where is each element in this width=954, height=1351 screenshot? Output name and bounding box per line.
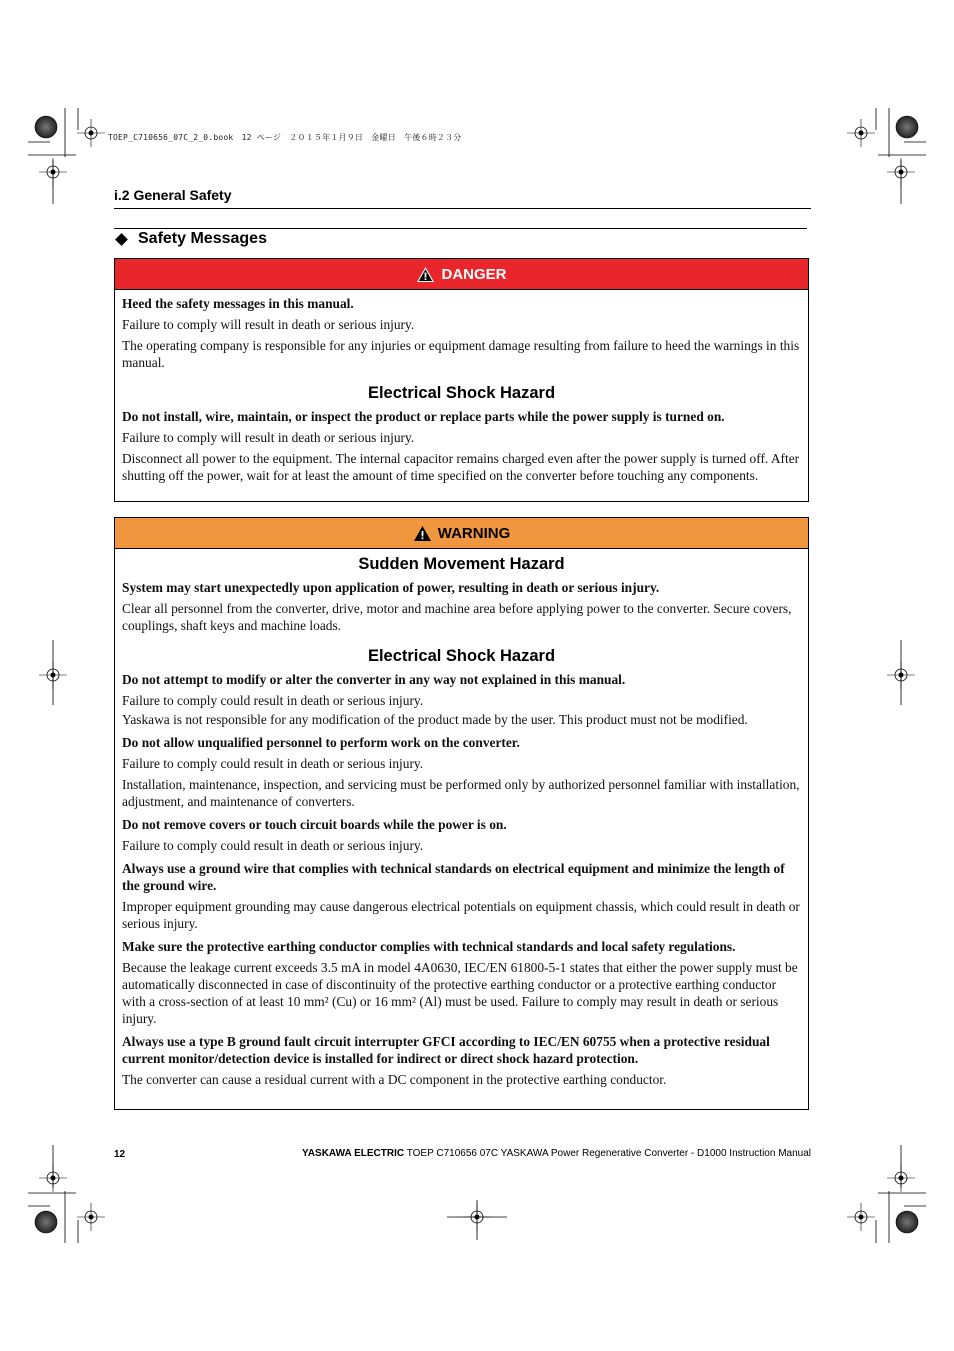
warning-instruction-5: Always use a ground wire that complies with technical standards on electrical equipment and minimize the length of the ground wire. xyxy=(122,861,785,893)
danger-consequence: Failure to comply will result in death or serious injury. xyxy=(122,317,415,332)
warning-consequence-4: Failure to comply could result in death or serious injury. xyxy=(122,838,424,853)
danger-note: The operating company is responsible for any injuries or equipment damage resulting from failure to heed the warnings in this manual. xyxy=(122,338,800,370)
warning-note-2: Yaskawa is not responsible for any modification of the product made by the user. This product must not be modified. xyxy=(122,712,748,727)
footer-brand: YASKAWA ELECTRIC xyxy=(302,1148,405,1159)
danger-hazard-instruction: Do not install, wire, maintain, or inspect the product or replace parts while the power supply is turned on. xyxy=(122,409,725,424)
warning-instruction-4: Do not remove covers or touch circuit boards while the power is on. xyxy=(122,817,507,832)
subsection-rule xyxy=(114,228,807,229)
page-number: 12 xyxy=(114,1149,126,1160)
warning-note-7: The converter can cause a residual current with a DC component in the protective earthing conductor. xyxy=(122,1072,667,1087)
warning-header xyxy=(115,518,808,549)
danger-instruction: Heed the safety messages in this manual. xyxy=(122,296,354,311)
warning-label: WARNING xyxy=(437,524,511,542)
warning-box xyxy=(114,517,809,1110)
danger-body xyxy=(115,290,808,492)
danger-hazard-consequence: Failure to comply will result in death or serious injury. xyxy=(122,430,415,445)
danger-label: DANGER xyxy=(441,265,507,283)
warning-instruction-6: Make sure the protective earthing conductor complies with technical standards and local safety regulations. xyxy=(122,939,736,954)
warning-consequence-2: Failure to comply could result in death or serious injury. xyxy=(122,693,424,708)
warning-note-1: Clear all personnel from the converter, drive, motor and machine area before applying power to the converter. Secure covers, couplings, shaft keys and machine loads. xyxy=(122,601,792,633)
book-header: TOEP_C710656_07C_2_0.book 12 ページ ２０１５年１月９日 金曜日 午後６時２３分 xyxy=(108,133,462,142)
warning-instruction-2: Do not attempt to modify or alter the converter in any way not explained in this manual. xyxy=(122,672,626,687)
danger-hazard-title: Electrical Shock Hazard xyxy=(367,384,556,402)
section-rule xyxy=(114,208,811,209)
warning-triangle-icon xyxy=(416,266,435,283)
warning-hazard-title-2: Electrical Shock Hazard xyxy=(367,647,556,665)
subsection-title-text: Safety Messages xyxy=(138,230,267,247)
warning-instruction-7: Always use a type B ground fault circuit interrupter GFCI according to IEC/EN 60755 when a protective residual current monitor/detection device is installed for indirect or direct shock hazard protection. xyxy=(122,1034,770,1066)
warning-consequence-3: Failure to comply could result in death or serious injury. xyxy=(122,756,424,771)
danger-header xyxy=(115,259,808,290)
warning-note-5: Improper equipment grounding may cause dangerous electrical potentials on equipment chassis, which could result in death or serious injury. xyxy=(122,899,800,931)
warning-instruction-1: System may start unexpectedly upon application of power, resulting in death or serious injury. xyxy=(122,580,660,595)
warning-note-3: Installation, maintenance, inspection, and servicing must be performed only by authorized personnel familiar with installation, adjustment, and maintenance of converters. xyxy=(122,777,800,809)
warning-triangle-icon xyxy=(413,525,432,542)
warning-instruction-3: Do not allow unqualified personnel to perform work on the converter. xyxy=(122,735,520,750)
danger-hazard-note: Disconnect all power to the equipment. The internal capacitor remains charged even after the power supply is turned off. After shutting off the power, wait for at least the amount of time specified on the converter before touching any components. xyxy=(122,451,800,483)
section-header: i.2 General Safety xyxy=(114,187,232,203)
warning-hazard-title-1: Sudden Movement Hazard xyxy=(358,555,565,573)
diamond-bullet-icon xyxy=(115,233,128,246)
danger-box xyxy=(114,258,809,502)
footer-doc-title: TOEP C710656 07C YASKAWA Power Regenerative Converter - D1000 Instruction Manual xyxy=(404,1148,811,1159)
footer-title xyxy=(302,1148,811,1159)
warning-body xyxy=(115,549,808,1096)
warning-note-6: Because the leakage current exceeds 3.5 mA in model 4A0630, IEC/EN 61800-5-1 states that either the power supply must be automatically disconnected in case of discontinuity of the protective earthing conductor or a protective earthing conductor with a cross-section of at least 10 mm² (Cu) or 16 mm² (Al) must be used. Failure to comply may result in death or serious injury. xyxy=(122,960,798,1026)
subsection-title xyxy=(114,230,267,248)
